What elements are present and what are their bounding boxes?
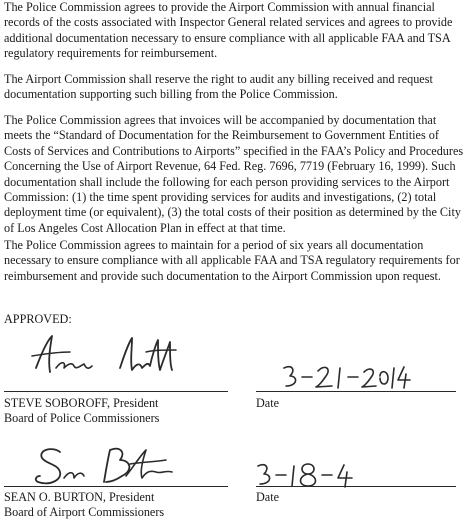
airport-date-label: Date	[256, 490, 280, 504]
burton-signature	[30, 442, 190, 492]
soboroff-signature	[28, 330, 188, 385]
paragraph-audit-rights: The Airport Commission shall reserve the right to audit any billing received and request documentation supporting such billing from the Police Commission.	[4, 72, 433, 102]
airport-board-name: Board of Airport Commissioners	[4, 505, 165, 519]
police-board-name: Board of Police Commissioners	[4, 411, 160, 425]
airport-president-name: SEAN O. BURTON, President	[4, 490, 155, 504]
date-line-police	[256, 391, 456, 392]
police-date-label: Date	[256, 396, 280, 410]
approved-label: APPROVED:	[4, 312, 72, 326]
paragraph-record-retention: The Police Commission agrees to maintain for a period of six years all documentation necessary to ensure compliance with all applicable FAA and TSA regulatory requirements for reimbursement and provide such documentation to the Airport Commission upon request.	[4, 238, 460, 283]
police-president-name: STEVE SOBOROFF, President	[4, 396, 159, 410]
paragraph-documentation-standard: The Police Commission agrees that invoices will be accompanied by documentation that meets the “Standard of Documentation for the Reimbursement to Government Entities of Costs of Services and Contributions to Airports” specified in the FAA’s Policy and Procedures Concerning the Use of Airport Revenue, 64 Fed. Reg. 7696, 7719 (February 16, 1999). Such documentation shall include the following for each person providing services to the Airport Commission: (1) the time spent providing services for audits and investigations, (2) total deployment time (or equivalent), (3) the total costs of their position as determined by the City of Los Angeles Cost Allocation Plan in effect at that time.	[4, 113, 464, 235]
date-line-airport	[256, 486, 456, 487]
date-handwritten-police	[280, 362, 410, 392]
signature-line-police	[4, 391, 228, 392]
signature-line-airport	[4, 486, 228, 487]
paragraph-financial-records: The Police Commission agrees to provide the Airport Commission with annual financial records of the costs associated with Inspector General related services and agrees to provide additional documentation necessary to ensure compliance with all applicable FAA and TSA regulatory requirements for reimbursement.	[4, 0, 453, 61]
